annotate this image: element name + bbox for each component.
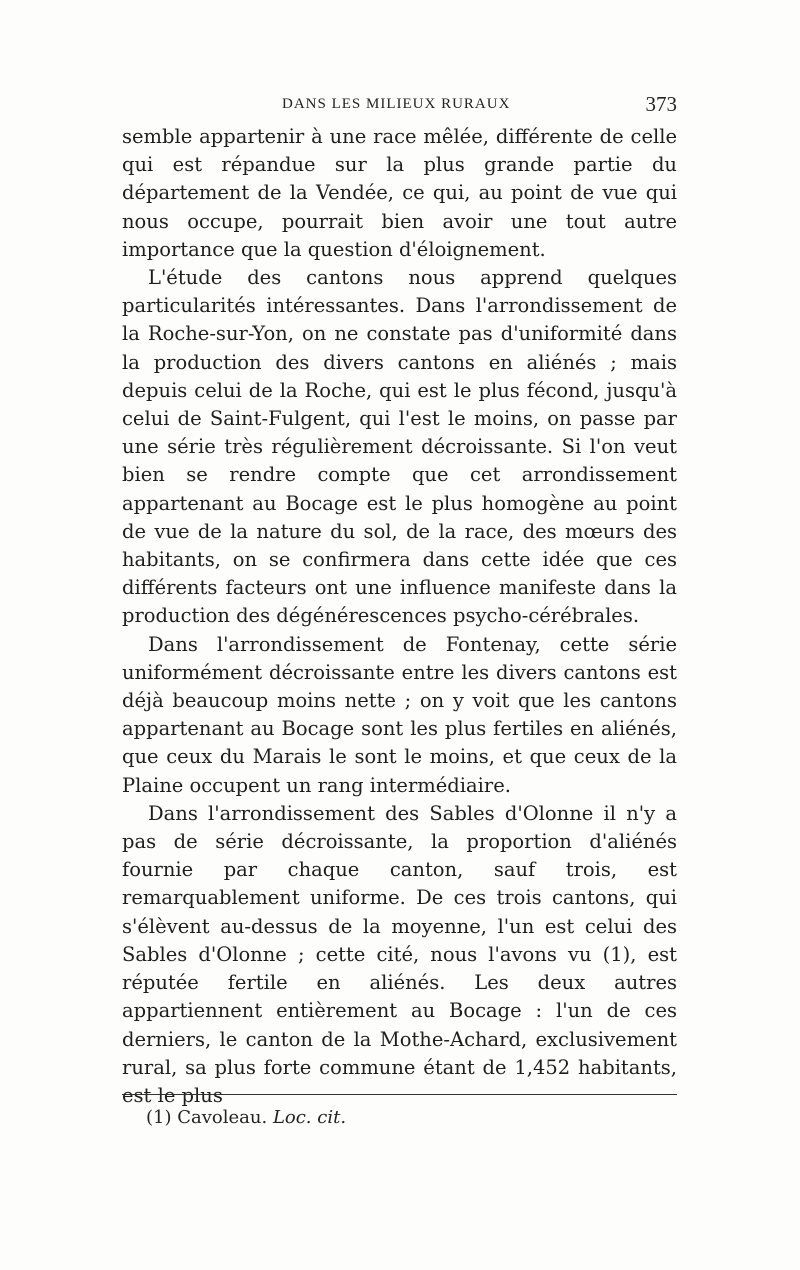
footnote-citation: Loc. cit. (272, 1107, 347, 1128)
body-text (122, 123, 677, 1110)
paragraph-continued: semble appartenir à une race mêlée, différente de celle qui est répandue sur la plus grande partie du département de la Vendée, ce qui, au point de vue qui nous occupe, pourrait bien avoir une tout autre importance que la question d'éloignement. (122, 125, 677, 261)
paragraph-cantons: L'étude des cantons nous apprend quelques particularités intéressantes. Dans l'arrondissement de la Roche-sur-Yon, on ne constate pas d'uniformité dans la production des divers cantons en aliénés ; mais depuis celui de la Roche, qui est le plus fécond, jusqu'à celui de Saint-Fulgent, qui l'est le moins, on passe par une série très régulièrement décroissante. Si l'on veut bien se rendre compte que cet arrondissement appartenant au Bocage est le plus homogène au point de vue de la nature du sol, de la race, des mœurs des habitants, on se confirmera dans cette idée que ces différents facteurs ont une influence manifeste dans la production des dégénérescences psycho-cérébrales. (122, 266, 677, 628)
page-number: 373 (645, 92, 677, 116)
footnote (146, 1107, 666, 1128)
footnote-author: Cavoleau. (177, 1107, 268, 1128)
footnote-rule (122, 1094, 677, 1095)
paragraph-sables-olonne: Dans l'arrondissement des Sables d'Olonne il n'y a pas de série décroissante, la proportion d'aliénés fournie par chaque canton, sauf trois, est remarquablement uniforme. De ces trois cantons, qui s'élèvent au-dessus de la moyenne, l'un est celui des Sables d'Olonne ; cette cité, nous l'avons vu (1), est réputée fertile en aliénés. Les deux autres appartiennent entièrement au Bocage : l'un de ces derniers, le canton de la Mothe-Achard, exclusivement rural, sa plus forte commune étant de 1,452 habitants, est le plus (122, 801, 677, 1107)
running-head (122, 92, 677, 122)
footnote-marker: (1) (146, 1107, 172, 1128)
paragraph-fontenay: Dans l'arrondissement de Fontenay, cette série uniformément décroissante entre les divers cantons est déjà beaucoup moins nette ; on y voit que les cantons appartenant au Bocage sont les plus fertiles en aliénés, que ceux du Marais le sont le moins, et que ceux de la Plaine occupent un rang intermédiaire. (122, 632, 677, 797)
running-title: DANS LES MILIEUX RURAUX (282, 96, 511, 112)
